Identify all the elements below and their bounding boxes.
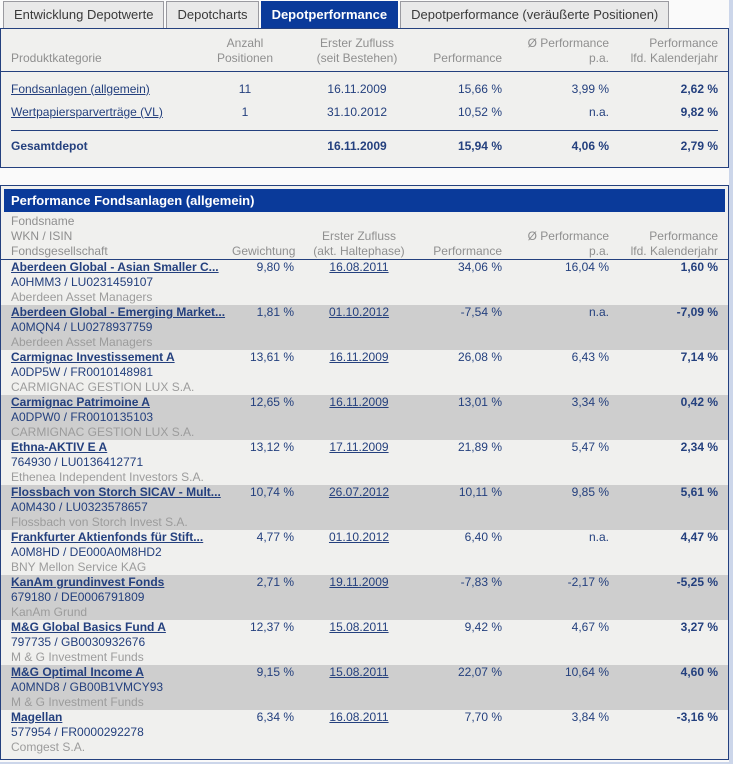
- fund-company: Aberdeen Asset Managers: [11, 290, 153, 304]
- weight-value: 12,37 %: [249, 620, 294, 634]
- fund-company: M & G Investment Funds: [11, 695, 144, 709]
- fund-table-header: [1, 212, 728, 260]
- performance-value: 15,66 %: [457, 81, 502, 96]
- performance-ytd-value: 4,60 %: [680, 665, 718, 679]
- fund-company: Flossbach von Storch Invest S.A.: [11, 515, 188, 529]
- tab-label: Depotperformance: [271, 7, 388, 22]
- wkn-isin: 679180 / DE0006791809: [11, 590, 145, 604]
- tab-0[interactable]: [3, 1, 164, 28]
- header-performance-pa: Ø Performance p.a.: [527, 229, 609, 258]
- fund-row-4: [1, 440, 728, 485]
- depot-summary-panel: [0, 28, 729, 168]
- positions-count: 11: [238, 81, 252, 96]
- header-performance: Performance: [433, 244, 502, 258]
- first-inflow-link[interactable]: 26.07.2012: [328, 485, 390, 499]
- header-gewichtung: Gewichtung: [232, 244, 296, 258]
- header-performance-kalenderjahr: Performance lfd. Kalenderjahr: [630, 229, 718, 258]
- first-inflow-link[interactable]: 16.11.2009: [329, 350, 389, 364]
- first-inflow-link[interactable]: 19.11.2009: [329, 575, 389, 589]
- performance-value: 21,89 %: [457, 440, 502, 454]
- fund-company: Aberdeen Asset Managers: [11, 335, 153, 349]
- header-anzahl-positionen: Anzahl Positionen: [216, 36, 274, 65]
- weight-value: 9,15 %: [256, 665, 294, 679]
- header-performance-kalenderjahr: Performance lfd. Kalenderjahr: [630, 36, 718, 65]
- performance-pa-value: -2,17 %: [567, 575, 609, 589]
- tab-bar: [0, 0, 729, 28]
- fund-row-5: [1, 485, 728, 530]
- first-inflow-link[interactable]: 16.08.2011: [329, 710, 389, 724]
- performance-value: 6,40 %: [464, 530, 502, 544]
- positions-count: 1: [241, 104, 249, 119]
- fund-row-0: [1, 260, 728, 305]
- performance-ytd-value: 5,61 %: [680, 485, 718, 499]
- performance-ytd-value: 1,60 %: [680, 260, 718, 274]
- fund-name-link[interactable]: M&G Global Basics Fund A: [11, 620, 166, 634]
- weight-value: 10,74 %: [249, 485, 294, 499]
- section-title: Performance Fondsanlagen (allgemein): [4, 189, 725, 212]
- fund-company: CARMIGNAC GESTION LUX S.A.: [11, 380, 195, 394]
- performance-pa-value: n.a.: [588, 530, 609, 544]
- gesamtdepot-performance-pa: 4,06 %: [571, 139, 609, 153]
- tab-label: Entwicklung Depotwerte: [14, 7, 154, 22]
- first-inflow-link[interactable]: 15.08.2011: [329, 665, 389, 679]
- wkn-isin: A0MND8 / GB00B1VMCY93: [11, 680, 164, 694]
- weight-value: 2,71 %: [256, 575, 294, 589]
- performance-ytd-value: 3,27 %: [680, 620, 718, 634]
- fund-name-link[interactable]: Ethna-AKTIV E A: [11, 440, 108, 454]
- weight-value: 4,77 %: [256, 530, 294, 544]
- performance-pa-value: 5,47 %: [571, 440, 609, 454]
- fund-company: Comgest S.A.: [11, 740, 86, 754]
- fund-name-link[interactable]: Aberdeen Global - Asian Smaller C...: [11, 260, 219, 274]
- performance-ytd-value: 7,14 %: [680, 350, 718, 364]
- performance-value: -7,83 %: [460, 575, 502, 589]
- performance-value: -7,54 %: [460, 305, 502, 319]
- performance-value: 7,70 %: [464, 710, 502, 724]
- tab-label: Depotcharts: [177, 7, 248, 22]
- fund-row-3: [1, 395, 728, 440]
- fund-company: BNY Mellon Service KAG: [11, 560, 147, 574]
- fund-name-link[interactable]: Carmignac Investissement A: [11, 350, 175, 364]
- weight-value: 13,61 %: [249, 350, 294, 364]
- summary-row-1: [1, 100, 728, 123]
- fund-row-8: [1, 620, 728, 665]
- fund-name-link[interactable]: Frankfurter Aktienfonds für Stift...: [11, 530, 204, 544]
- first-inflow-link[interactable]: 01.10.2012: [328, 305, 390, 319]
- fund-row-7: [1, 575, 728, 620]
- performance-value: 10,11 %: [458, 485, 502, 499]
- wkn-isin: 797735 / GB0030932676: [11, 635, 146, 649]
- fund-name-link[interactable]: Magellan: [11, 710, 63, 724]
- performance-ytd-value: -5,25 %: [676, 575, 718, 589]
- first-inflow-link[interactable]: 16.11.2009: [329, 395, 389, 409]
- wkn-isin: A0DP5W / FR0010148981: [11, 365, 154, 379]
- summary-table-body: [1, 72, 728, 123]
- performance-pa-value: 9,85 %: [571, 485, 609, 499]
- performance-value: 22,07 %: [457, 665, 502, 679]
- performance-value: 13,01 %: [457, 395, 502, 409]
- gesamtdepot-row: [11, 130, 718, 153]
- performance-pa-value: n.a.: [588, 305, 609, 319]
- fund-name-link[interactable]: Aberdeen Global - Emerging Market...: [11, 305, 226, 319]
- weight-value: 9,80 %: [256, 260, 294, 274]
- performance-ytd-value: 2,34 %: [680, 440, 718, 454]
- gesamtdepot-label: Gesamtdepot: [11, 139, 88, 153]
- header-performance-pa: Ø Performance p.a.: [527, 36, 609, 65]
- performance-ytd-value: -3,16 %: [676, 710, 718, 724]
- wkn-isin: A0M430 / LU0323578657: [11, 500, 148, 514]
- wkn-isin: 764930 / LU0136412771: [11, 455, 144, 469]
- fund-row-9: [1, 665, 728, 710]
- tab-1[interactable]: [166, 1, 258, 28]
- performance-pa-value: 10,64 %: [564, 665, 609, 679]
- performance-ytd-value: 9,82 %: [680, 104, 718, 119]
- summary-table-header: [1, 29, 728, 72]
- performance-ytd-value: 4,47 %: [680, 530, 718, 544]
- first-inflow-link[interactable]: 17.11.2009: [329, 440, 389, 454]
- fund-performance-panel: [0, 185, 729, 760]
- first-inflow-link[interactable]: 15.08.2011: [329, 620, 389, 634]
- gesamtdepot-performance: 15,94 %: [457, 139, 502, 153]
- header-erster-zufluss-haltephase: Erster Zufluss (akt. Haltephase): [313, 229, 405, 258]
- fund-name-link[interactable]: Carmignac Patrimoine A: [11, 395, 150, 409]
- summary-row-0: [1, 77, 728, 100]
- performance-ytd-value: 2,62 %: [680, 81, 718, 96]
- fund-row-10: [1, 710, 728, 755]
- fund-row-1: [1, 305, 728, 350]
- performance-ytd-value: 0,42 %: [680, 395, 718, 409]
- fund-name-link[interactable]: KanAm grundinvest Fonds: [11, 575, 165, 589]
- first-inflow-link[interactable]: 16.08.2011: [329, 260, 389, 274]
- performance-pa-value: 3,34 %: [571, 395, 609, 409]
- fund-company: KanAm Grund: [11, 605, 88, 619]
- performance-pa-value: 4,67 %: [571, 620, 609, 634]
- first-inflow-link[interactable]: 01.10.2012: [328, 530, 390, 544]
- gesamtdepot-inflow: 16.11.2009: [327, 139, 387, 153]
- performance-pa-value: 3,84 %: [571, 710, 609, 724]
- performance-value: 9,42 %: [464, 620, 502, 634]
- performance-value: 26,08 %: [457, 350, 502, 364]
- header-performance: Performance: [433, 51, 502, 65]
- weight-value: 13,12 %: [249, 440, 294, 454]
- performance-pa-value: n.a.: [588, 104, 609, 119]
- first-inflow-date: 31.10.2012: [326, 104, 388, 119]
- wkn-isin: 577954 / FR0000292278: [11, 725, 144, 739]
- weight-value: 12,65 %: [249, 395, 294, 409]
- performance-value: 10,52 %: [457, 104, 502, 119]
- fund-name-link[interactable]: M&G Optimal Income A: [11, 665, 144, 679]
- first-inflow-date: 16.11.2009: [327, 81, 387, 96]
- header-erster-zufluss: Erster Zufluss (seit Bestehen): [316, 36, 398, 65]
- fund-company: CARMIGNAC GESTION LUX S.A.: [11, 425, 195, 439]
- weight-value: 6,34 %: [256, 710, 294, 724]
- tab-3[interactable]: [400, 1, 669, 28]
- weight-value: 1,81 %: [256, 305, 294, 319]
- fund-row-6: [1, 530, 728, 575]
- wkn-isin: A0M8HD / DE000A0M8HD2: [11, 545, 162, 559]
- wkn-isin: A0DPW0 / FR0010135103: [11, 410, 154, 424]
- fund-row-2: [1, 350, 728, 395]
- header-fondsname-wkn-gesellschaft: Fondsname WKN / ISIN Fondsgesellschaft: [11, 214, 108, 258]
- category-link[interactable]: Fondsanlagen (allgemein): [11, 81, 150, 96]
- tab-label: Depotperformance (veräußerte Positionen): [411, 7, 659, 22]
- tab-2[interactable]: [261, 1, 399, 28]
- fund-company: M & G Investment Funds: [11, 650, 144, 664]
- wkn-isin: A0MQN4 / LU0278937759: [11, 320, 153, 334]
- header-produktkategorie: Produktkategorie: [11, 51, 102, 65]
- performance-pa-value: 3,99 %: [571, 81, 609, 96]
- performance-ytd-value: -7,09 %: [676, 305, 718, 319]
- fund-company: Ethenea Independent Investors S.A.: [11, 470, 204, 484]
- fund-name-link[interactable]: Flossbach von Storch SICAV - Mult...: [11, 485, 221, 499]
- wkn-isin: A0HMM3 / LU0231459107: [11, 275, 154, 289]
- gesamtdepot-performance-ytd: 2,79 %: [680, 139, 718, 153]
- performance-value: 34,06 %: [457, 260, 502, 274]
- performance-pa-value: 6,43 %: [571, 350, 609, 364]
- fund-table-body: [1, 260, 728, 755]
- category-link[interactable]: Wertpapiersparverträge (VL): [11, 104, 163, 119]
- performance-pa-value: 16,04 %: [564, 260, 609, 274]
